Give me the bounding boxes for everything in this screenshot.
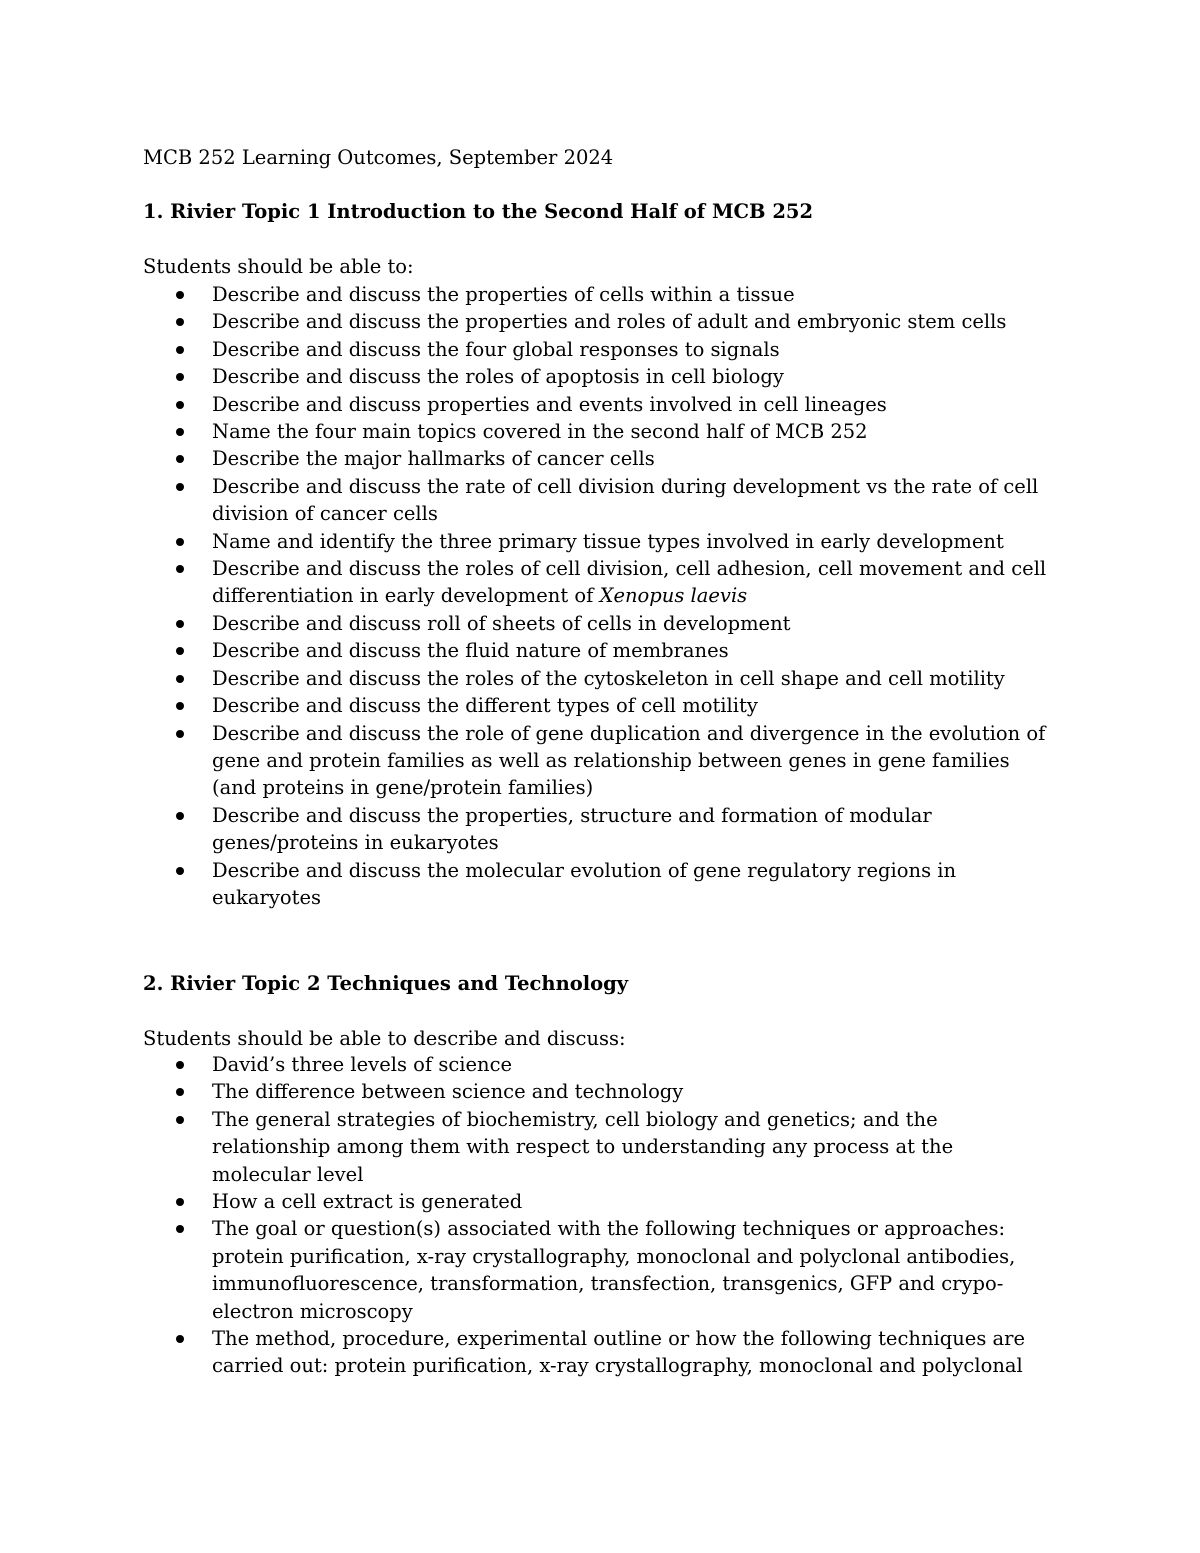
list-item-text: Name the four main topics covered in the second half of MCB 252 [212, 420, 868, 444]
list-item [0, 720, 1057, 802]
list-item-text: Describe and discuss the rate of cell division during development vs the rate of cell division of cancer cells [212, 474, 1039, 526]
section-intro: Students should be able to describe and discuss: [143, 1027, 626, 1050]
bullet-icon [176, 373, 184, 381]
list-item [0, 1078, 1057, 1105]
bullet-icon [176, 1335, 184, 1343]
section-heading: 2. Rivier Topic 2 Techniques and Technology [143, 972, 629, 995]
bullet-icon [176, 1088, 184, 1096]
bullet-icon [176, 455, 184, 463]
list-item [0, 308, 1057, 335]
list-item-text: Describe and discuss the fluid nature of membranes [212, 639, 729, 663]
bullet-icon [176, 867, 184, 875]
bullet-icon [176, 291, 184, 299]
list-item-text: Describe and discuss the four global responses to signals [212, 337, 780, 361]
list-item [0, 555, 1057, 610]
list-item [0, 857, 1057, 912]
list-item [0, 1051, 1057, 1078]
bullet-icon [176, 702, 184, 710]
list-item-text: Describe and discuss the properties of cells within a tissue [212, 283, 795, 306]
list-item-text: The general strategies of biochemistry, cell biology and genetics; and the relationship among them with respect to understanding any process at the molecular level [212, 1107, 954, 1186]
list-item-text: The method, procedure, experimental outline or how the following techniques are carried out: protein purification, x-ray crystallography, monoclonal and polyclonal [212, 1327, 1026, 1378]
list-item-text: Describe and discuss roll of sheets of cells in development [212, 611, 791, 635]
bullet-icon [176, 730, 184, 738]
bullet-icon [176, 812, 184, 820]
list-item [0, 610, 1057, 637]
bullet-icon [176, 538, 184, 546]
learning-outcomes-list [0, 1051, 1200, 1380]
list-item-text: Describe the major hallmarks of cancer cells [212, 447, 655, 471]
list-item [0, 281, 1057, 308]
list-item [0, 637, 1057, 664]
learning-outcomes-list [0, 281, 1200, 911]
bullet-icon [176, 1198, 184, 1206]
list-item [0, 665, 1057, 692]
bullet-icon [176, 647, 184, 655]
list-item [0, 445, 1057, 472]
list-item-text: Describe and discuss the roles of cell division, cell adhesion, cell movement and cell differentiation in early development of [212, 557, 1047, 608]
list-item-text: Describe and discuss the role of gene duplication and divergence in the evolution of gene and protein families as well as relationship between genes in gene families (and proteins in gene/protein families) [212, 721, 1046, 800]
list-item-text: The difference between science and technology [212, 1080, 684, 1104]
list-item [0, 692, 1057, 719]
bullet-icon [176, 401, 184, 409]
list-item [0, 1215, 1057, 1325]
bullet-icon [176, 675, 184, 683]
bullet-icon [176, 428, 184, 436]
list-item [0, 1325, 1057, 1380]
list-item-text: Describe and discuss the properties and roles of adult and embryonic stem cells [212, 310, 1007, 334]
species-name: Xenopus laevis [599, 584, 748, 608]
list-item [0, 336, 1057, 363]
list-item-text: Describe and discuss the molecular evolution of gene regulatory regions in eukaryotes [212, 858, 957, 909]
list-item [0, 363, 1057, 390]
bullet-icon [176, 483, 184, 491]
bullet-icon [176, 318, 184, 326]
section-intro: Students should be able to: [143, 255, 414, 278]
section-heading: 1. Rivier Topic 1 Introduction to the Second Half of MCB 252 [143, 200, 814, 223]
list-item-text: David’s three levels of science [212, 1053, 513, 1076]
bullet-icon [176, 1116, 184, 1124]
list-item [0, 528, 1057, 555]
list-item-text: Describe and discuss the different types of cell motility [212, 694, 758, 718]
list-item-text: Name and identify the three primary tissue types involved in early development [212, 529, 1004, 553]
bullet-icon [176, 346, 184, 354]
list-item [0, 418, 1057, 445]
bullet-icon [176, 1225, 184, 1233]
list-item [0, 473, 1057, 528]
list-item-text: Describe and discuss the roles of apoptosis in cell biology [212, 365, 784, 389]
list-item [0, 391, 1057, 418]
list-item-text: Describe and discuss the properties, structure and formation of modular genes/proteins in eukaryotes [212, 803, 932, 855]
list-item-text: The goal or question(s) associated with the following techniques or approaches: protein purification, x-ray crystallography, monoclonal and polyclonal antibodies, immunofluorescence, transformation, transfection, transgenics, GFP and crypo-electron microscopy [212, 1217, 1016, 1323]
bullet-icon [176, 1061, 184, 1069]
list-item [0, 802, 1057, 857]
document-title: MCB 252 Learning Outcomes, September 2024 [143, 146, 614, 169]
bullet-icon [176, 565, 184, 573]
list-item [0, 1106, 1057, 1188]
bullet-icon [176, 620, 184, 628]
list-item-text: How a cell extract is generated [212, 1190, 523, 1214]
list-item-text: Describe and discuss the roles of the cytoskeleton in cell shape and cell motility [212, 666, 1005, 690]
list-item-text: Describe and discuss properties and events involved in cell lineages [212, 392, 887, 416]
list-item [0, 1188, 1057, 1215]
